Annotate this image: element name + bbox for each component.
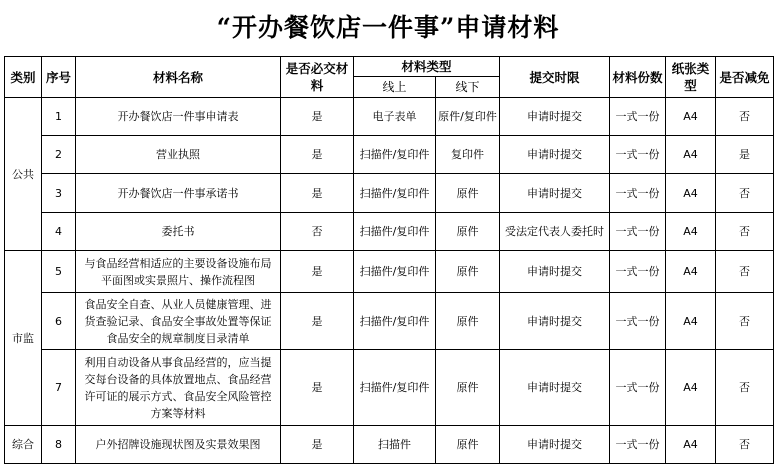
header-row [5, 57, 774, 77]
row-exempt: 否 [716, 213, 774, 251]
row-exempt: 否 [716, 98, 774, 136]
row-paper-type: A4 [666, 174, 716, 213]
row-copies: 一式一份 [610, 98, 666, 136]
header-index: 序号 [42, 57, 76, 98]
row-paper-type: A4 [666, 426, 716, 464]
row-material-name: 利用自动设备从事食品经营的，应当提交每台设备的具体放置地点、食品经营许可证的展示方式、食品安全风险管控方案等材料 [76, 350, 281, 426]
row-online: 扫描件/复印件 [354, 136, 436, 174]
group-general: 综合 [5, 426, 42, 464]
row-required: 是 [281, 174, 354, 213]
row-copies: 一式一份 [610, 350, 666, 426]
row-material-name: 与食品经营相适应的主要设备设施布局平面图或实景照片、操作流程图 [76, 251, 281, 293]
row-offline: 原件/复印件 [436, 98, 500, 136]
row-offline: 原件 [436, 426, 500, 464]
row-material-name: 户外招牌设施现状图及实景效果图 [76, 426, 281, 464]
row-exempt: 否 [716, 174, 774, 213]
row-required: 是 [281, 98, 354, 136]
row-required: 是 [281, 350, 354, 426]
header-exempt: 是否减免 [716, 57, 774, 98]
row-material-name: 开办餐饮店一件事承诺书 [76, 174, 281, 213]
row-submit-time: 申请时提交 [500, 174, 610, 213]
table-row [5, 136, 774, 174]
row-offline: 原件 [436, 174, 500, 213]
header-category: 类别 [5, 57, 42, 98]
row-online: 扫描件/复印件 [354, 293, 436, 350]
row-offline: 原件 [436, 293, 500, 350]
header-material-name: 材料名称 [76, 57, 281, 98]
header-copies: 材料份数 [610, 57, 666, 98]
row-exempt: 否 [716, 293, 774, 350]
row-index: 4 [42, 213, 76, 251]
table-row [5, 350, 774, 426]
row-index: 2 [42, 136, 76, 174]
row-online: 扫描件/复印件 [354, 174, 436, 213]
row-offline: 原件 [436, 350, 500, 426]
row-exempt: 是 [716, 136, 774, 174]
row-material-name: 营业执照 [76, 136, 281, 174]
row-copies: 一式一份 [610, 251, 666, 293]
row-required: 是 [281, 426, 354, 464]
header-online: 线上 [354, 77, 436, 98]
row-exempt: 否 [716, 350, 774, 426]
row-copies: 一式一份 [610, 293, 666, 350]
row-submit-time: 申请时提交 [500, 426, 610, 464]
materials-table [4, 56, 774, 464]
row-paper-type: A4 [666, 293, 716, 350]
group-market: 市监 [5, 251, 42, 426]
row-submit-time: 申请时提交 [500, 293, 610, 350]
row-material-name: 开办餐饮店一件事申请表 [76, 98, 281, 136]
header-material-type: 材料类型 [354, 57, 500, 77]
group-public: 公共 [5, 98, 42, 251]
row-online: 扫描件/复印件 [354, 350, 436, 426]
table-row [5, 293, 774, 350]
row-submit-time: 申请时提交 [500, 350, 610, 426]
row-copies: 一式一份 [610, 136, 666, 174]
row-paper-type: A4 [666, 350, 716, 426]
row-offline: 复印件 [436, 136, 500, 174]
row-required: 否 [281, 213, 354, 251]
row-submit-time: 申请时提交 [500, 251, 610, 293]
row-required: 是 [281, 251, 354, 293]
header-required: 是否必交材料 [281, 57, 354, 98]
row-material-name: 委托书 [76, 213, 281, 251]
row-copies: 一式一份 [610, 426, 666, 464]
row-online: 电子表单 [354, 98, 436, 136]
row-index: 3 [42, 174, 76, 213]
row-copies: 一式一份 [610, 213, 666, 251]
row-index: 8 [42, 426, 76, 464]
table-row [5, 426, 774, 464]
row-material-name: 食品安全自查、从业人员健康管理、进货查验记录、食品安全事故处置等保证食品安全的规章制度目录清单 [76, 293, 281, 350]
document-title: “开办餐饮店一件事”申请材料 [216, 13, 560, 42]
row-required: 是 [281, 293, 354, 350]
row-submit-time: 受法定代表人委托时 [500, 213, 610, 251]
row-online: 扫描件 [354, 426, 436, 464]
row-submit-time: 申请时提交 [500, 98, 610, 136]
row-required: 是 [281, 136, 354, 174]
table-row [5, 251, 774, 293]
row-index: 5 [42, 251, 76, 293]
row-paper-type: A4 [666, 98, 716, 136]
row-index: 1 [42, 98, 76, 136]
row-paper-type: A4 [666, 213, 716, 251]
header-offline: 线下 [436, 77, 500, 98]
row-paper-type: A4 [666, 136, 716, 174]
row-exempt: 否 [716, 426, 774, 464]
row-index: 7 [42, 350, 76, 426]
row-submit-time: 申请时提交 [500, 136, 610, 174]
table-row [5, 174, 774, 213]
row-paper-type: A4 [666, 251, 716, 293]
row-index: 6 [42, 293, 76, 350]
table-row [5, 98, 774, 136]
row-offline: 原件 [436, 251, 500, 293]
row-offline: 原件 [436, 213, 500, 251]
row-online: 扫描件/复印件 [354, 251, 436, 293]
row-exempt: 否 [716, 251, 774, 293]
header-paper-type: 纸张类型 [666, 57, 716, 98]
row-copies: 一式一份 [610, 174, 666, 213]
header-submit-time: 提交时限 [500, 57, 610, 98]
row-online: 扫描件/复印件 [354, 213, 436, 251]
table-row [5, 213, 774, 251]
